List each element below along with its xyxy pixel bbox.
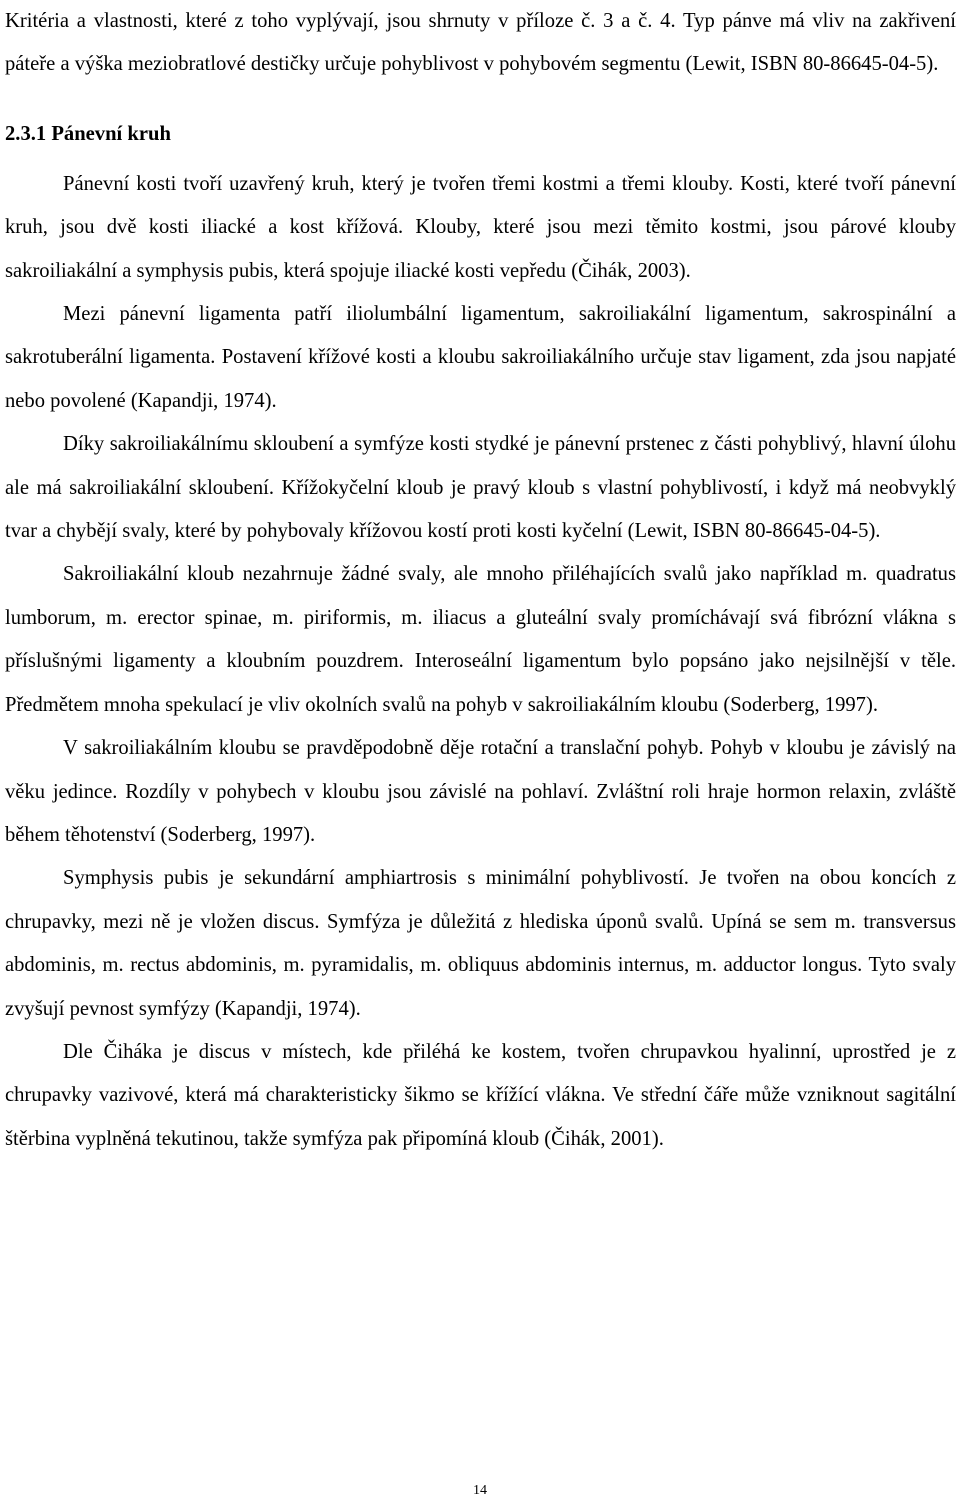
page-number: 14 <box>473 1483 487 1498</box>
intro-paragraph: Kritéria a vlastnosti, které z toho vyplývají, jsou shrnuty v příloze č. 3 a č. 4. Typ pánve má vliv na zakřivení páteře a výška meziobratlové destičky určuje pohyblivost v pohybovém segmentu (Lewit, ISBN 80-86645-04-5). <box>5 10 956 76</box>
paragraph-pelvic-ring: Pánevní kosti tvoří uzavřený kruh, který je tvořen třemi kostmi a třemi klouby. Kosti, které tvoří pánevní kruh, jsou dvě kosti iliacké a kost křížová. Klouby, které jsou mezi těmito kostmi, jsou párové klouby sakroiliakální a symphysis pubis, která spojuje iliacké kosti vepředu (Čihák, 2003). <box>5 172 956 282</box>
section-heading: 2.3.1 Pánevní kruh <box>5 123 171 146</box>
paragraph-sacroiliac-mobility: Díky sakroiliakálnímu skloubení a symfýze kosti stydké je pánevní prstenec z části pohyblivý, hlavní úlohu ale má sakroiliakální skloubení. Křížokyčelní kloub je pravý kloub s vlastní pohyblivostí, i když má neobvyklý tvar a chybějí svaly, které by pohybovaly křížovou kostí proti kosti kyčelní (Lewit, ISBN 80-86645-04-5). <box>5 433 956 543</box>
document-page <box>5 0 956 1161</box>
section-heading-container <box>5 87 956 163</box>
paragraph-movement: V sakroiliakálním kloubu se pravděpodobně děje rotační a translační pohyb. Pohyb v kloubu je závislý na věku jedince. Rozdíly v pohybech v kloubu jsou závislé na pohlaví. Zvláštní roli hraje hormon relaxin, zvláště během těhotenství (Soderberg, 1997). <box>5 737 956 846</box>
paragraph-muscles: Sakroiliakální kloub nezahrnuje žádné svaly, ale mnoho přiléhajících svalů jako například m. quadratus lumborum, m. erector spinae, m. piriformis, m. iliacus a gluteální svaly promíchávají svá fibrózní vlákna s příslušnými ligamenty a kloubním pouzdrem. Interoseální ligamentum bylo popsáno jako nejsilnější v těle. Předmětem mnoha spekulací je vliv okolních svalů na pohyb v sakroiliakálním kloubu (Soderberg, 1997). <box>5 563 956 716</box>
paragraph-ligaments: Mezi pánevní ligamenta patří iliolumbální ligamentum, sakroiliakální ligamentum, sakrospinální a sakrotuberální ligamenta. Postavení křížové kosti a kloubu sakroiliakálního určuje stav ligament, zda jsou napjaté nebo povolené (Kapandji, 1974). <box>5 303 956 412</box>
paragraph-symphysis: Symphysis pubis je sekundární amphiartrosis s minimální pohyblivostí. Je tvořen na obou koncích z chrupavky, mezi ně je vložen discus. Symfýza je důležitá z hlediska úponů svalů. Upíná se sem m. transversus abdominis, m. rectus abdominis, m. pyramidalis, m. obliquus abdominis internus, m. adductor longus. Tyto svaly zvyšují pevnost symfýzy (Kapandji, 1974). <box>5 867 956 1020</box>
paragraph-discus: Dle Čiháka je discus v místech, kde přiléhá ke kostem, tvořen chrupavkou hyalinní, uprostřed je z chrupavky vazivové, která má charakteristicky šikmo se křížící vlákna. Ve střední čáře může vzniknout sagitální štěrbina vyplněná tekutinou, takže symfýza pak připomíná kloub (Čihák, 2001). <box>5 1040 956 1150</box>
